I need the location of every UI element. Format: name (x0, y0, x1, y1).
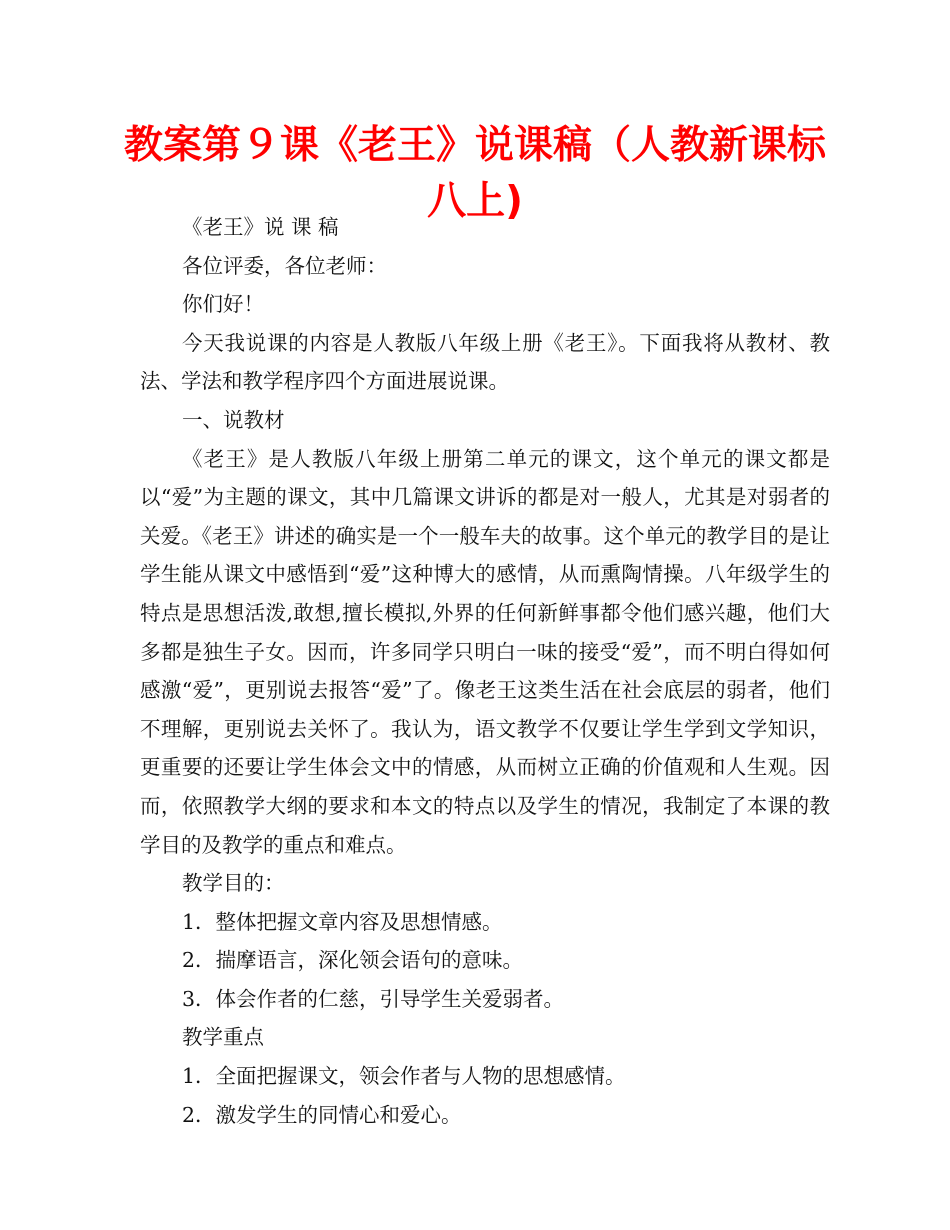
goal-item-1: 1．整体把握文章内容及思想情感。 (182, 909, 503, 934)
focus-item-1: 1．全面把握课文，领会作者与人物的思想感情。 (182, 1064, 626, 1089)
document-title: 教案第９课《老王》说课稿（人教新课标八上) (123, 123, 826, 224)
heading-teaching-focus: 教学重点 (182, 1025, 264, 1050)
heading-teaching-goals: 教学目的： (182, 871, 285, 896)
paragraph-subtitle: 《老王》说 课 稿 (182, 215, 339, 239)
paragraph-textbook-analysis: 《老王》是人教版八年级上册第二单元的课文，这个单元的课文都是以“爱”为主题的课文，其中几篇课文讲诉的都是对一般人，尤其是对弱者的关爱。《老王》讲述的确实是一个一般车夫的故事。这个单元的教学目的是让学生能从课文中感悟到“爱”这种博大的感情，从而熏陶情操。八年级学生的特点是思想活泼,敢想,擅长模拟,外界的任何新鲜事都令他们感兴趣，他们大多都是独生子女。因而，许多同学只明白一味的接受“爱”，而不明白得如何感激“爱”，更别说去报答“爱”了。像老王这类生活在社会底层的弱者，他们不理解，更别说去关怀了。我认为，语文教学不仅要让学生学到文学知识，更重要的还要让学生体会文中的情感，从而树立正确的价值观和人生观。因而，依照教学大纲的要求和本文的特点以及学生的情况，我制定了本课的教学目的及教学的重点和难点。 (140, 446, 830, 857)
section-heading-textbook: 一、说教材 (182, 407, 285, 432)
paragraph-greeting: 各位评委，各位老师： (182, 253, 387, 278)
paragraph-hello: 你们好！ (182, 292, 264, 317)
document-body (140, 208, 830, 1134)
focus-item-2: 2．激发学生的同情心和爱心。 (182, 1102, 462, 1127)
goal-item-3: 3．体会作者的仁慈，引导学生关爱弱者。 (182, 986, 565, 1011)
goal-item-2: 2．揣摩语言，深化领会语句的意味。 (182, 948, 524, 973)
paragraph-intro: 今天我说课的内容是人教版八年级上册《老王》。下面我将从教材、教法、学法和教学程序四个方面进展说课。 (140, 330, 830, 394)
